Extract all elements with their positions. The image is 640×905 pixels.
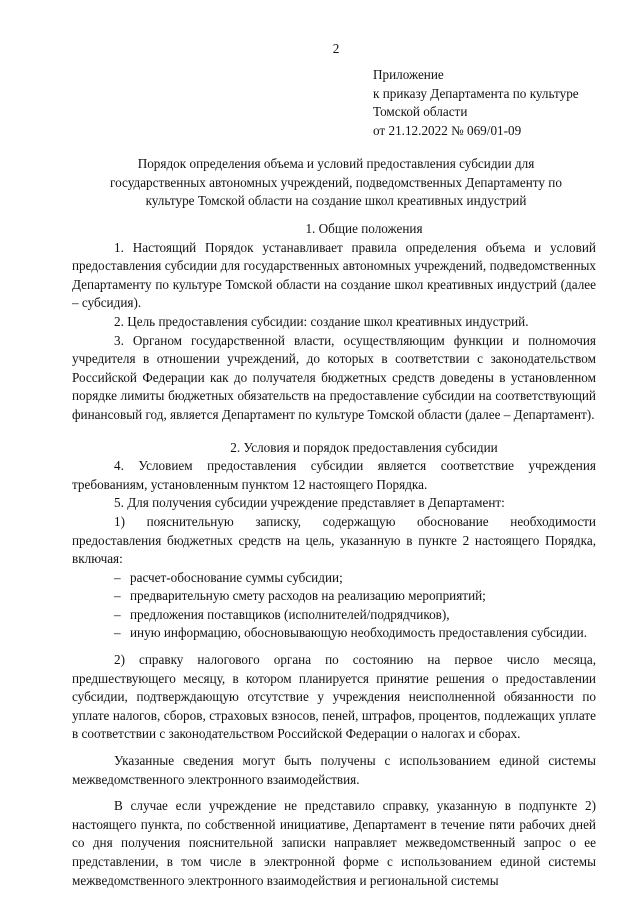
dash-mark: – <box>114 625 121 641</box>
title-line-2: государственных автономных учреждений, подведомственных Департаменту по <box>110 174 562 190</box>
appendix-line-3: Томской области <box>373 104 468 120</box>
document-body <box>72 220 596 890</box>
dash-list-item: – иную информацию, обосновывающую необходимость предоставления субсидии. <box>114 624 596 643</box>
appendix-line-1: Приложение <box>373 67 444 82</box>
paragraph-4: 4. Условием предоставления субсидии является соответствие учреждения требованиям, установленным пунктом 12 настоящего Порядка. <box>72 458 596 492</box>
dash-mark: – <box>114 588 121 604</box>
dash-mark: – <box>114 569 121 585</box>
appendix-block <box>373 66 633 140</box>
paragraph-info: Указанные сведения могут быть получены с использованием единой системы межведомственного электронного взаимодействия. <box>72 753 596 787</box>
section-1-heading: 1. Общие положения <box>305 221 423 236</box>
paragraph-2: 2. Цель предоставления субсидии: создание школ креативных индустрий. <box>114 313 529 329</box>
page-number: 2 <box>332 41 340 56</box>
subitem-1: 1) пояснительную записку, содержащую обоснование необходимости предоставления бюджетных средств на цель, указанную в пункте 2 настоящего Порядка, включая: <box>72 513 596 567</box>
title-line-1: Порядок определения объема и условий предоставления субсидии для <box>137 156 535 171</box>
subitem-2: 2) справку налогового органа по состоянию на первое число месяца, предшествующего месяцу, в котором планируется принятие решения о предоставлении субсидии, подтверждающую отсутствие у учреждения неисполненной обязанности по уплате налогов, сборов, страховых взносов, пеней, штрафов, процентов, подлежащих уплате в соответствии с законодательством Российской Федерации о налогах и сборах. <box>72 652 596 742</box>
paragraph-3: 3. Органом государственной власти, осуществляющим функции и полномочия учредителя в отношении учреждений, до которых в соответствии с законодательством Российской Федерации как до получателя бюджетных средств доведены в установленном порядке лимиты бюджетных обязательств на предоставление субсидии на соответствующий финансовый год, является Департамент по культуре Томской области (далее – Департамент). <box>72 332 596 422</box>
dash-list <box>72 569 596 643</box>
section-2-heading: 2. Условия и порядок предоставления субсидии <box>230 439 498 455</box>
appendix-line-4: от 21.12.2022 № 069/01-09 <box>373 122 522 138</box>
paragraph-last: В случае если учреждение не представило справку, указанную в подпункте 2) настоящего пункта, по собственной инициативе, Департамент в течение пяти рабочих дней со дня получения пояснительной записки направляет межведомственный запрос о ее представлении, в том числе в электронной форме с использованием единой системы межведомственного электронного взаимодействия и региональной системы <box>72 798 596 888</box>
appendix-line-2: к приказу Департамента по культуре <box>373 85 579 101</box>
document-title <box>96 155 576 211</box>
title-line-3: культуре Томской области на создание школ креативных индустрий <box>145 193 527 209</box>
paragraph-5: 5. Для получения субсидии учреждение представляет в Департамент: <box>114 495 505 511</box>
dash-list-item: – предложения поставщиков (исполнителей/подрядчиков), <box>114 606 596 625</box>
paragraph-1: 1. Настоящий Порядок устанавливает правила определения объема и условий предоставления субсидии для государственных автономных учреждений, подведомственных Департаменту по культуре Томской области на создание школ креативных индустрий (далее – субсидия). <box>72 239 596 311</box>
dash-mark: – <box>114 606 121 622</box>
dash-list-item: – расчет-обоснование суммы субсидии; <box>114 569 596 588</box>
dash-list-item: – предварительную смету расходов на реализацию мероприятий; <box>114 587 596 606</box>
